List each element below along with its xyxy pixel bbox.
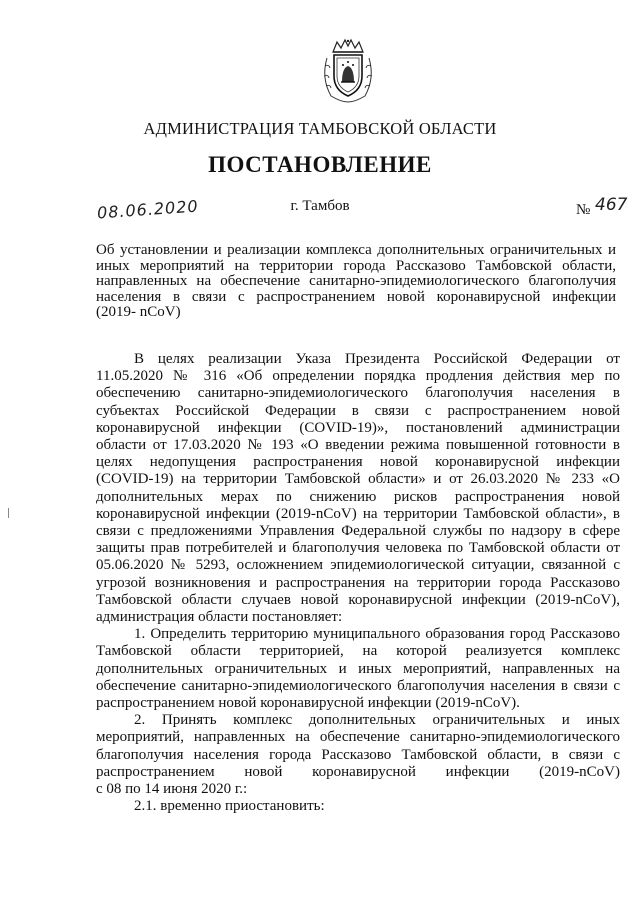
title-line: населения в связи с распространением новой коронавирусной инфекции: [96, 288, 616, 305]
document-city: г. Тамбов: [290, 198, 350, 214]
body-line: дополнительных мерах по снижению рисков распространения новой: [96, 488, 620, 505]
body-line: распространением новой коронавирусной инфекции (2019-nCoV): [96, 763, 620, 780]
document-number-label: №: [576, 202, 591, 218]
body-line: обеспечение санитарно-эпидемиологического благополучия населения в связи с: [96, 677, 620, 694]
document-body: [96, 351, 620, 815]
body-line: с 08 по 14 июня 2020 г.:: [96, 781, 248, 798]
body-line: благополучия населения города Рассказово Тамбовской области, в связи с: [96, 746, 620, 763]
body-line: 11.05.2020 № 316 «Об определении порядка продления действия мер по: [96, 368, 620, 385]
title-line: иных мероприятий на территории города Рассказово Тамбовской области,: [96, 257, 616, 274]
body-line: защиты прав потребителей и благополучия человека по Тамбовской области от: [96, 540, 620, 557]
margin-mark: [8, 508, 9, 518]
body-line: (COVID-19) на территории Тамбовской области» и от 26.03.2020 № 233 «О: [96, 471, 620, 488]
body-line: Тамбовской области случаев новой коронавирусной инфекции (2019-nCoV),: [96, 591, 620, 608]
document-title: [96, 243, 616, 321]
title-line: (2019- nCoV): [96, 304, 181, 320]
body-line: Тамбовской области территорией, на которой реализуется комплекс: [96, 643, 620, 660]
body-line: администрация области постановляет:: [96, 609, 343, 626]
body-line: распространением новой коронавирусной инфекции (2019-nCoV).: [96, 695, 520, 712]
body-line: В целях реализации Указа Президента Российской Федерации от: [134, 351, 620, 367]
body-line: целях недопущения распространения новой коронавирусной инфекции: [96, 454, 620, 471]
body-line: связи с предложениями Управления Федеральной службы по надзору в сфере: [96, 523, 620, 540]
body-line: области от 17.03.2020 № 193 «О введении режима повышенной готовности в: [96, 437, 620, 454]
document-number: 467: [595, 195, 628, 215]
body-line: 1. Определить территорию муниципального образования город Рассказово: [134, 626, 620, 643]
body-line: 2. Принять комплекс дополнительных ограничительных и иных: [134, 712, 620, 729]
body-line: дополнительных ограничительных и иных мероприятий, направленных на: [96, 660, 620, 677]
body-line: мероприятий, направленных на обеспечение санитарно-эпидемиологического: [96, 729, 620, 746]
document-type: ПОСТАНОВЛЕНИЕ: [208, 152, 432, 177]
body-line: 05.06.2020 № 5293, осложнением эпидемиологической ситуации, связанной с: [96, 557, 620, 574]
title-line: Об установлении и реализации комплекса дополнительных ограничительных и: [96, 242, 616, 258]
body-line: обеспечению санитарно-эпидемиологического благополучия населения в: [96, 385, 620, 402]
body-line: угрозой возникновения и распространения на территории города Рассказово: [96, 574, 620, 591]
body-line: 2.1. временно приостановить:: [134, 798, 325, 815]
tambov-coat-of-arms-icon: [319, 38, 377, 104]
body-line: субъектах Российской Федерации в связи с распространением новой: [96, 402, 620, 419]
document-date: 08.06.2020: [96, 196, 200, 223]
organization-name: АДМИНИСТРАЦИЯ ТАМБОВСКОЙ ОБЛАСТИ: [143, 119, 497, 138]
body-line: коронавирусной инфекции (COVID-19)», постановлений администрации: [96, 419, 620, 436]
title-line: направленных на обеспечение санитарно-эпидемиологического благополучия: [96, 273, 616, 289]
body-line: коронавирусной инфекции (2019-nCoV) на территории Тамбовской области», в: [96, 505, 620, 522]
